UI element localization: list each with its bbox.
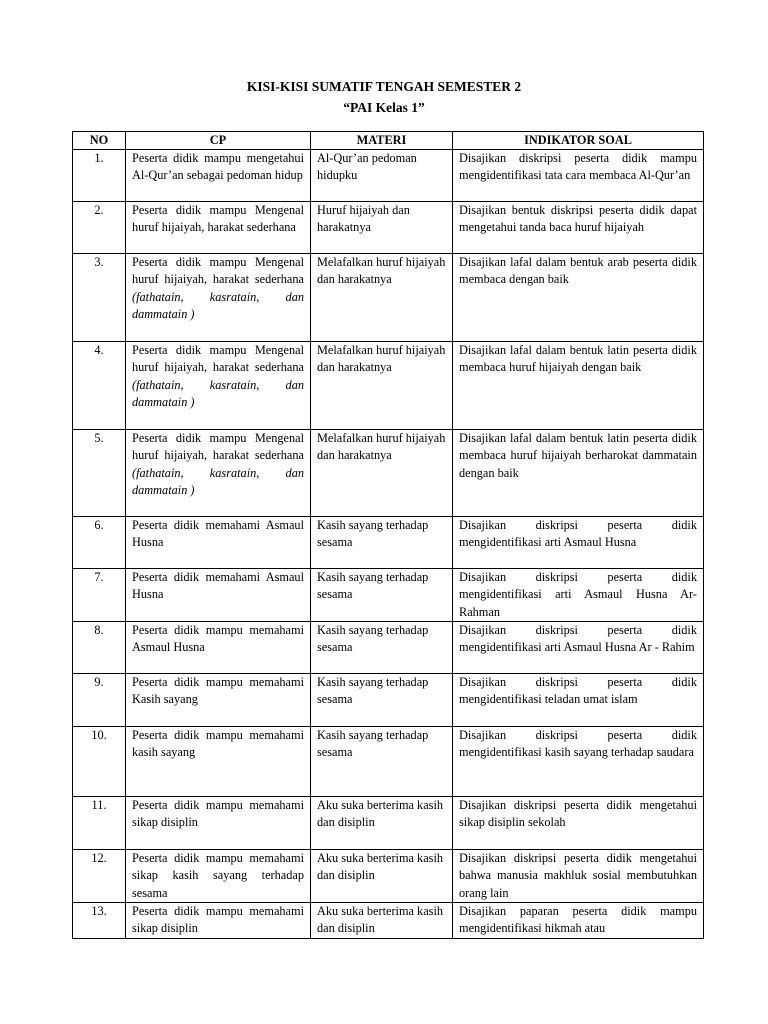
cp-cell [126, 254, 311, 342]
materi-cell: Kasih sayang terhadap sesama [311, 674, 453, 727]
indikator-cell: Disajikan diskripsi peserta didik mengidentifikasi arti Asmaul Husna Ar - Rahim [453, 622, 704, 674]
materi-cell: Kasih sayang terhadap sesama [311, 517, 453, 569]
indikator-cell: Disajikan lafal dalam bentuk latin peserta didik membaca huruf hijaiyah dengan baik [453, 342, 704, 430]
materi-cell: Kasih sayang terhadap sesama [311, 622, 453, 674]
table-row [73, 727, 704, 797]
table-header-row [73, 132, 704, 150]
materi-cell: Melafalkan huruf hijaiyah dan harakatnya [311, 254, 453, 342]
table-row [73, 202, 704, 254]
table-row [73, 674, 704, 727]
cp-cell: Peserta didik mampu mengetahui Al-Qur’an sebagai pedoman hidup [126, 150, 311, 202]
row-number: 3. [73, 254, 126, 342]
materi-cell: Aku suka berterima kasih dan disiplin [311, 903, 453, 939]
materi-cell: Melafalkan huruf hijaiyah dan harakatnya [311, 342, 453, 430]
table-row [73, 903, 704, 939]
cp-text: Peserta didik mampu Mengenal huruf hijaiyah, harakat sederhana [132, 343, 304, 375]
row-number: 12. [73, 850, 126, 903]
cp-cell: Peserta didik mampu memahami kasih sayang [126, 727, 311, 797]
cp-text: Peserta didik mampu Mengenal huruf hijaiyah, harakat sederhana [132, 431, 304, 463]
row-number: 7. [73, 569, 126, 622]
cp-cell: Peserta didik mampu memahami Asmaul Husna [126, 622, 311, 674]
document-title: KISI-KISI SUMATIF TENGAH SEMESTER 2 [246, 79, 522, 94]
indikator-cell: Disajikan diskripsi peserta didik mengetahui sikap disiplin sekolah [453, 797, 704, 850]
cp-cell: Peserta didik mampu memahami sikap kasih sayang terhadap sesama [126, 850, 311, 903]
indikator-cell: Disajikan lafal dalam bentuk latin peserta didik membaca huruf hijaiyah berharokat dammatain dengan baik [453, 430, 704, 517]
indikator-cell: Disajikan diskripsi peserta didik mampu mengidentifikasi tata cara membaca Al-Qur’an [453, 150, 704, 202]
row-number: 10. [73, 727, 126, 797]
column-header-indikator: INDIKATOR SOAL [453, 132, 704, 150]
materi-cell: Aku suka berterima kasih dan disiplin [311, 850, 453, 903]
materi-cell: Huruf hijaiyah dan harakatnya [311, 202, 453, 254]
row-number: 2. [73, 202, 126, 254]
cp-cell: Peserta didik memahami Asmaul Husna [126, 569, 311, 622]
row-number: 13. [73, 903, 126, 939]
cp-cell [126, 430, 311, 517]
materi-cell: Al-Qur’an pedoman hidupku [311, 150, 453, 202]
table-row [73, 569, 704, 622]
row-number: 6. [73, 517, 126, 569]
cp-harakat-note: (fathatain, kasratain, dan dammatain ) [132, 377, 304, 409]
materi-cell: Kasih sayang terhadap sesama [311, 569, 453, 622]
indikator-cell: Disajikan bentuk diskripsi peserta didik dapat mengetahui tanda baca huruf hijaiyah [453, 202, 704, 254]
row-number: 8. [73, 622, 126, 674]
table-row [73, 430, 704, 517]
table-row [73, 254, 704, 342]
cp-cell: Peserta didik mampu Mengenal huruf hijaiyah, harakat sederhana [126, 202, 311, 254]
column-header-cp: CP [126, 132, 311, 150]
table-row [73, 850, 704, 903]
cp-cell: Peserta didik memahami Asmaul Husna [126, 517, 311, 569]
table-row [73, 150, 704, 202]
table-row [73, 342, 704, 430]
row-number: 9. [73, 674, 126, 727]
kisi-kisi-table [72, 131, 704, 939]
column-header-materi: MATERI [311, 132, 453, 150]
indikator-cell: Disajikan paparan peserta didik mampu mengidentifikasi hikmah atau [453, 903, 704, 939]
indikator-cell: Disajikan diskripsi peserta didik mengetahui bahwa manusia makhluk sosial membutuhkan orang lain [453, 850, 704, 903]
column-header-no: NO [73, 132, 126, 150]
row-number: 1. [73, 150, 126, 202]
cp-harakat-note: (fathatain, kasratain, dan dammatain ) [132, 465, 304, 497]
cp-harakat-note: (fathatain, kasratain, dan dammatain ) [132, 289, 304, 321]
indikator-cell: Disajikan diskripsi peserta didik mengidentifikasi teladan umat islam [453, 674, 704, 727]
cp-cell: Peserta didik mampu memahami sikap disiplin [126, 903, 311, 939]
cp-cell: Peserta didik mampu memahami Kasih sayang [126, 674, 311, 727]
document-subtitle: “PAI Kelas 1” [343, 100, 425, 115]
indikator-cell: Disajikan diskripsi peserta didik mengidentifikasi kasih sayang terhadap saudara [453, 727, 704, 797]
indikator-cell: Disajikan lafal dalam bentuk arab peserta didik membaca dengan baik [453, 254, 704, 342]
cp-cell: Peserta didik mampu memahami sikap disiplin [126, 797, 311, 850]
row-number: 11. [73, 797, 126, 850]
cp-text: Peserta didik mampu Mengenal huruf hijaiyah, harakat sederhana [132, 255, 304, 287]
table-row [73, 622, 704, 674]
materi-cell: Kasih sayang terhadap sesama [311, 727, 453, 797]
row-number: 5. [73, 430, 126, 517]
materi-cell: Melafalkan huruf hijaiyah dan harakatnya [311, 430, 453, 517]
row-number: 4. [73, 342, 126, 430]
indikator-cell: Disajikan diskripsi peserta didik mengidentifikasi arti Asmaul Husna [453, 517, 704, 569]
materi-cell: Aku suka berterima kasih dan disiplin [311, 797, 453, 850]
table-row [73, 517, 704, 569]
cp-cell [126, 342, 311, 430]
table-row [73, 797, 704, 850]
indikator-cell: Disajikan diskripsi peserta didik mengidentifikasi arti Asmaul Husna Ar- Rahman [453, 569, 704, 622]
